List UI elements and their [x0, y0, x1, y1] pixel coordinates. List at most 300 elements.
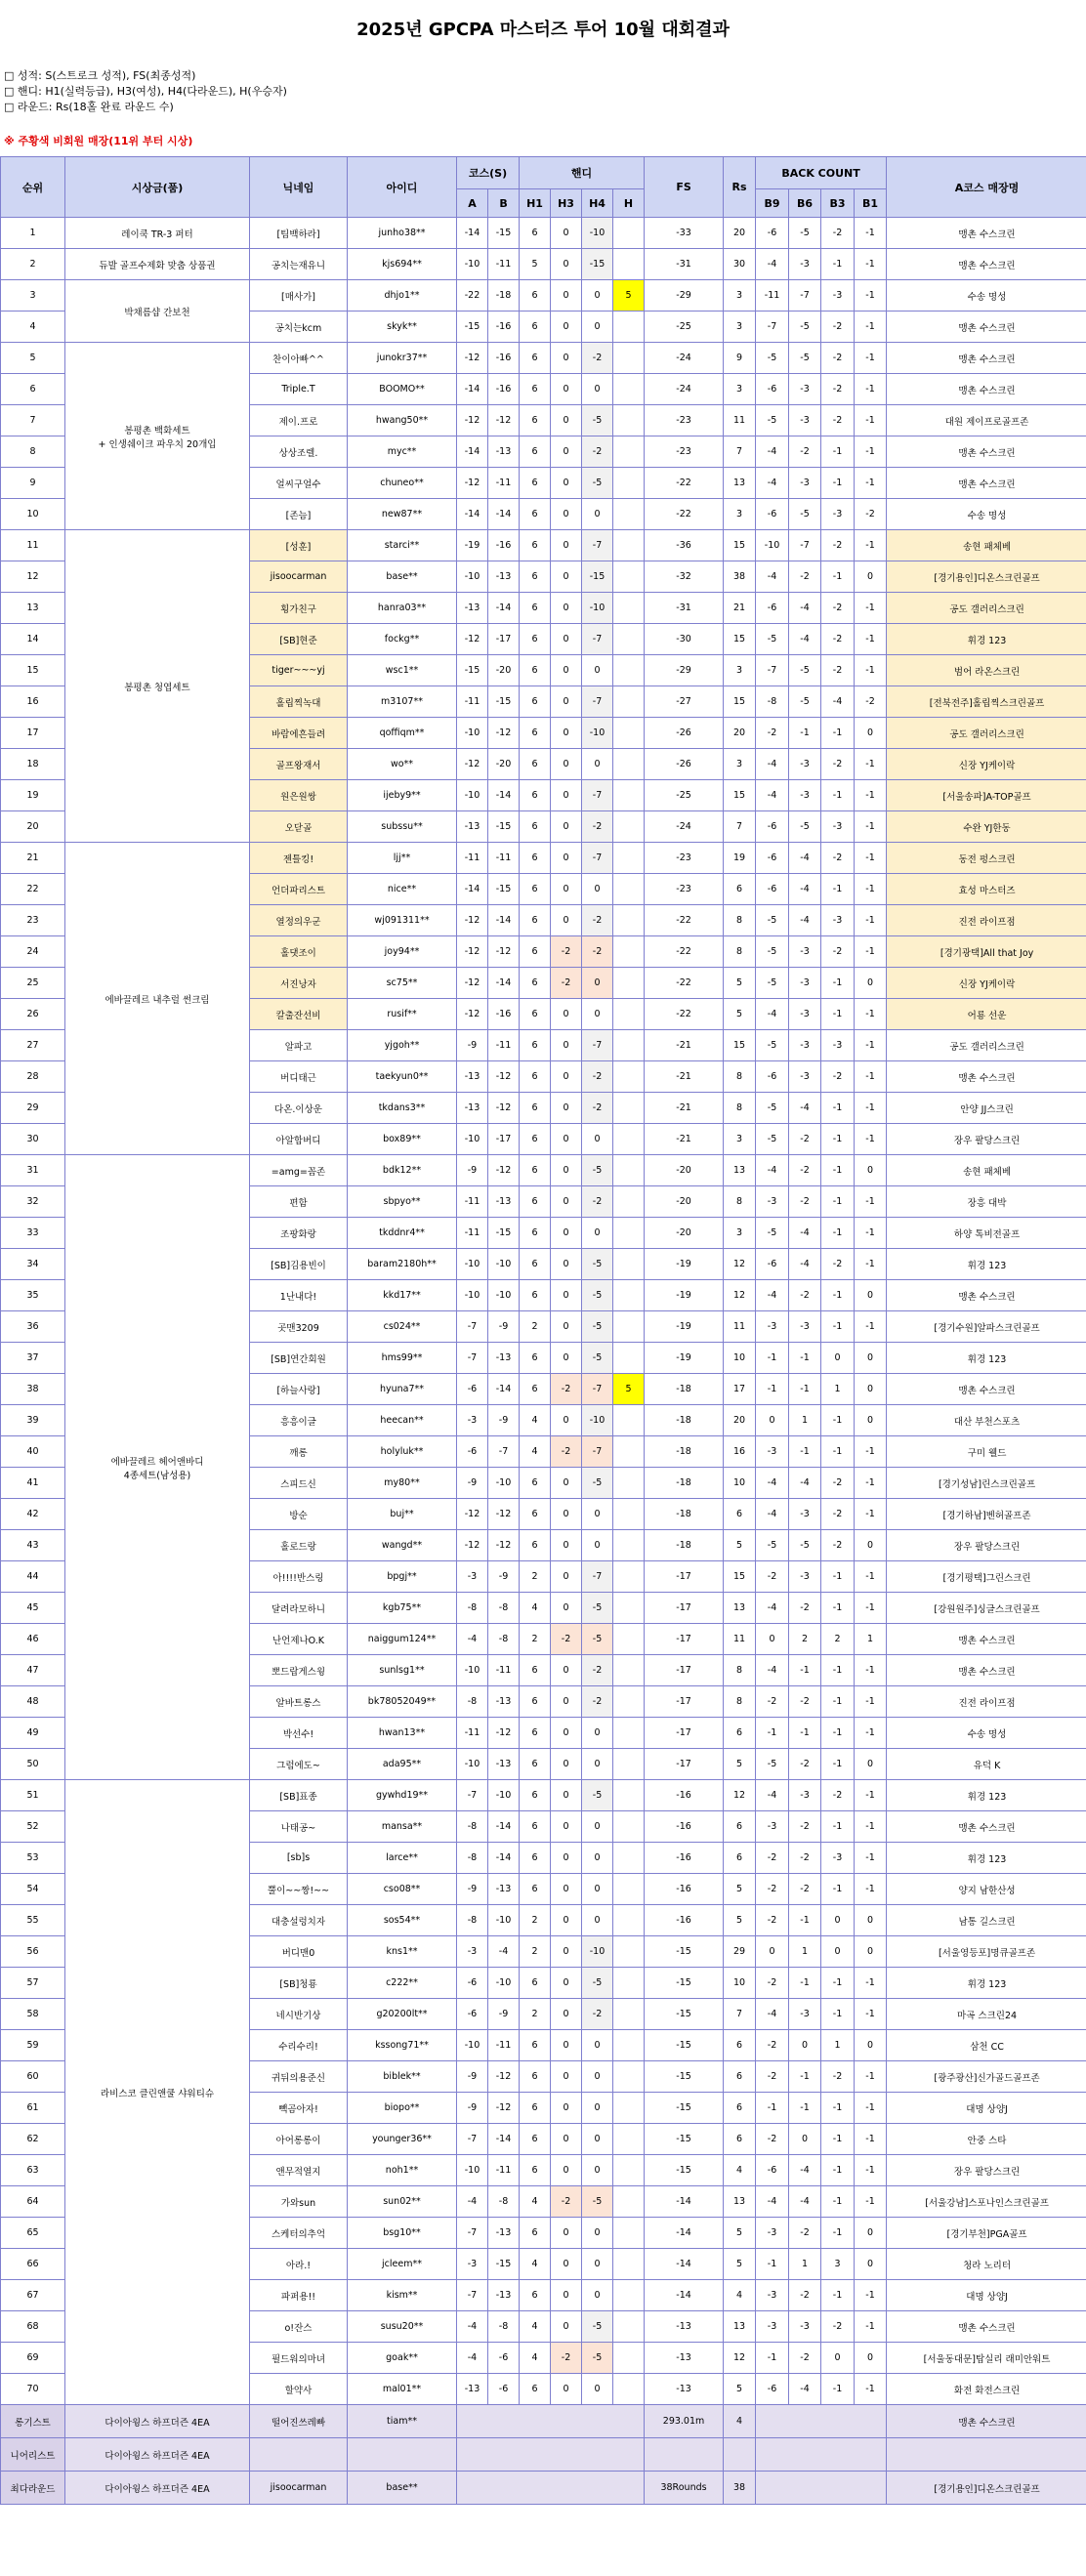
nick-cell: 필드워의마녀 [250, 2343, 348, 2374]
b6-cell: -5 [789, 312, 821, 343]
b-cell: -8 [488, 1593, 520, 1624]
fs-cell: -24 [645, 343, 724, 374]
b3-cell: -2 [821, 2061, 855, 2093]
h4-cell: -5 [582, 468, 613, 499]
h4-cell: 0 [582, 749, 613, 780]
b-cell: -11 [488, 1030, 520, 1061]
b3-cell: -1 [821, 2186, 855, 2218]
b-cell: -12 [488, 936, 520, 968]
h3-cell: 0 [551, 530, 582, 561]
h1-cell: 6 [520, 1655, 551, 1686]
fs-cell: -13 [645, 2343, 724, 2374]
col-h4: H4 [582, 189, 613, 218]
rs-cell: 12 [724, 1280, 756, 1311]
rs-cell: 13 [724, 1155, 756, 1186]
b6-cell: -3 [789, 1030, 821, 1061]
b-cell: -12 [488, 1155, 520, 1186]
b-cell: -10 [488, 1468, 520, 1499]
h4-cell: -2 [582, 1655, 613, 1686]
h-cell [613, 999, 645, 1030]
a-cell: -14 [457, 499, 488, 530]
b6-cell: -2 [789, 1749, 821, 1780]
a-cell: -9 [457, 1030, 488, 1061]
rank-cell: 34 [1, 1249, 65, 1280]
b6-cell: -4 [789, 1468, 821, 1499]
h3-cell: 0 [551, 2218, 582, 2249]
b9-cell: -4 [756, 1499, 789, 1530]
h-cell [613, 343, 645, 374]
h-cell [613, 1874, 645, 1905]
b3-cell: 0 [821, 1905, 855, 1936]
b6-cell: -4 [789, 593, 821, 624]
h3-cell: 0 [551, 1874, 582, 1905]
b1-cell: -1 [855, 874, 887, 905]
fs-cell: -23 [645, 843, 724, 874]
h4-cell: -2 [582, 1186, 613, 1218]
fs-cell: -22 [645, 499, 724, 530]
b6-cell: -3 [789, 468, 821, 499]
store-cell: 화전 화전스크린 [887, 2374, 1086, 2405]
store-cell: 장우 팔당스크린 [887, 2155, 1086, 2186]
a-cell: -14 [457, 218, 488, 249]
store-cell: 안중 스타 [887, 2124, 1086, 2155]
h3-cell: 0 [551, 561, 582, 593]
store-cell: 맹촌 수스크린 [887, 374, 1086, 405]
h4-cell: -7 [582, 1436, 613, 1468]
fs-cell: -15 [645, 1999, 724, 2030]
b3-cell: -3 [821, 905, 855, 936]
rank-cell: 2 [1, 249, 65, 280]
table-row [1, 343, 1086, 374]
rs-cell: 16 [724, 1436, 756, 1468]
nick-cell: 바람에흔들려 [250, 718, 348, 749]
b9-cell: -2 [756, 2061, 789, 2093]
b6-cell: -4 [789, 843, 821, 874]
b1-cell: 0 [855, 1530, 887, 1561]
rs-cell: 30 [724, 249, 756, 280]
rank-cell: 58 [1, 1999, 65, 2030]
h3-cell: 0 [551, 811, 582, 843]
a-cell: -10 [457, 2030, 488, 2061]
results-body [1, 218, 1086, 2505]
b1-cell: -1 [855, 1780, 887, 1811]
rs-cell: 13 [724, 468, 756, 499]
h3-cell: 0 [551, 1186, 582, 1218]
id-cell: gywhd19** [348, 1780, 457, 1811]
id-cell: ljj** [348, 843, 457, 874]
a-cell: -4 [457, 2311, 488, 2343]
b3-cell: -1 [821, 249, 855, 280]
fs-cell: -22 [645, 905, 724, 936]
b6-cell: -5 [789, 499, 821, 530]
nick-cell: 방순 [250, 1499, 348, 1530]
b-cell: -13 [488, 1343, 520, 1374]
b6-cell: -3 [789, 405, 821, 436]
award-prize: 다이아윙스 하프더즌 4EA [65, 2405, 250, 2438]
b3-cell: -1 [821, 1874, 855, 1905]
id-cell: hms99** [348, 1343, 457, 1374]
a-cell: -3 [457, 2249, 488, 2280]
h-cell [613, 1718, 645, 1749]
fs-cell: -21 [645, 1061, 724, 1093]
store-cell: 동전 펑스크린 [887, 843, 1086, 874]
h-cell [613, 655, 645, 686]
a-cell: -12 [457, 343, 488, 374]
b1-cell: -1 [855, 1968, 887, 1999]
rs-cell: 17 [724, 1374, 756, 1405]
b1-cell: -1 [855, 2155, 887, 2186]
rs-cell: 11 [724, 1311, 756, 1343]
b1-cell: -1 [855, 655, 887, 686]
rs-cell: 3 [724, 1124, 756, 1155]
h1-cell: 6 [520, 1093, 551, 1124]
id-cell: base** [348, 561, 457, 593]
id-cell: mansa** [348, 1811, 457, 1843]
h3-cell: 0 [551, 1061, 582, 1093]
nick-cell: 버디태근 [250, 1061, 348, 1093]
h4-cell: -2 [582, 936, 613, 968]
b-cell: -4 [488, 1936, 520, 1968]
a-cell: -8 [457, 1593, 488, 1624]
nick-cell: 상상조렐. [250, 436, 348, 468]
h-cell [613, 2061, 645, 2093]
b6-cell: -4 [789, 1249, 821, 1280]
h4-cell: 0 [582, 1749, 613, 1780]
b9-cell: -6 [756, 843, 789, 874]
b1-cell: -1 [855, 1249, 887, 1280]
nick-cell: 가와sun [250, 2186, 348, 2218]
b1-cell: 0 [855, 1280, 887, 1311]
b-cell: -15 [488, 2249, 520, 2280]
id-cell: sunlsg1** [348, 1655, 457, 1686]
fs-cell: -23 [645, 436, 724, 468]
h4-cell: -7 [582, 624, 613, 655]
b1-cell: -2 [855, 686, 887, 718]
h-cell [613, 2374, 645, 2405]
nick-cell: 언더파리스트 [250, 874, 348, 905]
b-cell: -13 [488, 1186, 520, 1218]
a-cell: -19 [457, 530, 488, 561]
rs-cell: 29 [724, 1936, 756, 1968]
col-rs: Rs [724, 157, 756, 218]
b1-cell: -1 [855, 343, 887, 374]
nick-cell: [SB]청룡 [250, 1968, 348, 1999]
b3-cell: -2 [821, 1249, 855, 1280]
id-cell: wangd** [348, 1530, 457, 1561]
b1-cell: -1 [855, 811, 887, 843]
h4-cell: -7 [582, 686, 613, 718]
b1-cell: 0 [855, 561, 887, 593]
id-cell: qoffiqm** [348, 718, 457, 749]
store-cell: 구미 웰드 [887, 1436, 1086, 1468]
b6-cell: -3 [789, 968, 821, 999]
rs-cell: 6 [724, 1811, 756, 1843]
id-cell: hanra03** [348, 593, 457, 624]
h4-cell: 0 [582, 374, 613, 405]
h1-cell: 6 [520, 1968, 551, 1999]
nick-cell: 스케터의추억 [250, 2218, 348, 2249]
b9-cell: -6 [756, 2155, 789, 2186]
h3-cell: -2 [551, 1374, 582, 1405]
rank-cell: 38 [1, 1374, 65, 1405]
b6-cell: -3 [789, 1780, 821, 1811]
h4-cell: 0 [582, 1843, 613, 1874]
h1-cell: 6 [520, 436, 551, 468]
a-cell: -13 [457, 811, 488, 843]
h4-cell: -5 [582, 1249, 613, 1280]
b-cell: -14 [488, 968, 520, 999]
fs-cell: -23 [645, 405, 724, 436]
store-cell: 대명 상양J [887, 2093, 1086, 2124]
id-cell: junho38** [348, 218, 457, 249]
rs-cell: 3 [724, 374, 756, 405]
b1-cell: -2 [855, 499, 887, 530]
b6-cell: -4 [789, 874, 821, 905]
rank-cell: 39 [1, 1405, 65, 1436]
nick-cell: 알바트롱스 [250, 1686, 348, 1718]
a-cell: -8 [457, 1905, 488, 1936]
nick-cell: 귀뒤의용준신 [250, 2061, 348, 2093]
nick-cell: 곳맨3209 [250, 1311, 348, 1343]
fs-cell: -22 [645, 999, 724, 1030]
b9-cell: -11 [756, 280, 789, 312]
fs-cell: -31 [645, 249, 724, 280]
rs-cell: 15 [724, 530, 756, 561]
fs-cell: -24 [645, 811, 724, 843]
store-cell: [서울송파]A-TOP골프 [887, 780, 1086, 811]
b3-cell: -2 [821, 312, 855, 343]
b6-cell: -3 [789, 936, 821, 968]
h-cell [613, 1124, 645, 1155]
h1-cell: 2 [520, 1905, 551, 1936]
h4-cell: 0 [582, 1874, 613, 1905]
fs-cell: -15 [645, 2124, 724, 2155]
rs-cell: 20 [724, 218, 756, 249]
b9-cell: -2 [756, 2124, 789, 2155]
b1-cell: -1 [855, 2280, 887, 2311]
rank-cell: 57 [1, 1968, 65, 1999]
id-cell: ada95** [348, 1749, 457, 1780]
rs-cell: 4 [724, 2280, 756, 2311]
rank-cell: 62 [1, 2124, 65, 2155]
b-cell: -13 [488, 1749, 520, 1780]
b-cell: -12 [488, 405, 520, 436]
b9-cell: -5 [756, 1030, 789, 1061]
b6-cell: -2 [789, 2343, 821, 2374]
b1-cell: -1 [855, 1468, 887, 1499]
h4-cell: 0 [582, 312, 613, 343]
fs-cell: -18 [645, 1436, 724, 1468]
h4-cell: -5 [582, 2343, 613, 2374]
b-cell: -12 [488, 718, 520, 749]
h-cell [613, 1155, 645, 1186]
h4-cell: 0 [582, 2249, 613, 2280]
fs-cell: -22 [645, 468, 724, 499]
b3-cell: -1 [821, 2093, 855, 2124]
rank-cell: 65 [1, 2218, 65, 2249]
b3-cell: -1 [821, 1311, 855, 1343]
nick-cell: 젠틀킹! [250, 843, 348, 874]
h1-cell: 6 [520, 655, 551, 686]
b1-cell: -1 [855, 218, 887, 249]
b3-cell: -1 [821, 2218, 855, 2249]
h4-cell: 0 [582, 999, 613, 1030]
b3-cell: -1 [821, 1999, 855, 2030]
col-nick: 닉네임 [250, 157, 348, 218]
rank-cell: 22 [1, 874, 65, 905]
rs-cell: 15 [724, 1030, 756, 1061]
rank-cell: 14 [1, 624, 65, 655]
b1-cell: 0 [855, 2218, 887, 2249]
h3-cell: 0 [551, 1780, 582, 1811]
b-cell: -20 [488, 749, 520, 780]
store-cell: 대원 제이프로골프존 [887, 405, 1086, 436]
id-cell: joy94** [348, 936, 457, 968]
h1-cell: 6 [520, 218, 551, 249]
h1-cell: 4 [520, 2343, 551, 2374]
b6-cell: 0 [789, 2030, 821, 2061]
b3-cell: -1 [821, 780, 855, 811]
a-cell: -13 [457, 593, 488, 624]
award-rs [724, 2438, 756, 2472]
b1-cell: -1 [855, 1811, 887, 1843]
fs-cell: -33 [645, 218, 724, 249]
nick-cell: 오닫골 [250, 811, 348, 843]
b1-cell: -1 [855, 436, 887, 468]
b3-cell: -1 [821, 1561, 855, 1593]
b6-cell: -2 [789, 1811, 821, 1843]
fs-cell: -17 [645, 1749, 724, 1780]
h4-cell: -10 [582, 718, 613, 749]
store-cell: 맹촌 수스크린 [887, 1374, 1086, 1405]
a-cell: -10 [457, 1249, 488, 1280]
id-cell: mal01** [348, 2374, 457, 2405]
col-b3: B3 [821, 189, 855, 218]
rank-cell: 11 [1, 530, 65, 561]
a-cell: -15 [457, 655, 488, 686]
fs-cell: -18 [645, 1499, 724, 1530]
id-cell: sbpyo** [348, 1186, 457, 1218]
nick-cell: 스피드신 [250, 1468, 348, 1499]
a-cell: -12 [457, 1530, 488, 1561]
nick-cell: 뿔이~~짱!~~ [250, 1874, 348, 1905]
h4-cell: -7 [582, 843, 613, 874]
h3-cell: 0 [551, 405, 582, 436]
h4-cell: -5 [582, 405, 613, 436]
b9-cell: -4 [756, 1655, 789, 1686]
store-cell: 맹촌 수스크린 [887, 1280, 1086, 1311]
h1-cell: 6 [520, 593, 551, 624]
rs-cell: 12 [724, 2343, 756, 2374]
nick-cell: [sb]s [250, 1843, 348, 1874]
b-cell: -14 [488, 2124, 520, 2155]
h3-cell: 0 [551, 468, 582, 499]
b6-cell: -3 [789, 374, 821, 405]
b9-cell: -4 [756, 2186, 789, 2218]
col-course-s: 코스(S) [457, 157, 520, 189]
b1-cell: 0 [855, 968, 887, 999]
b-cell: -8 [488, 2186, 520, 2218]
b3-cell: -2 [821, 1780, 855, 1811]
a-cell: -8 [457, 1811, 488, 1843]
rank-cell: 53 [1, 1843, 65, 1874]
a-cell: -10 [457, 1280, 488, 1311]
b9-cell: -6 [756, 2374, 789, 2405]
b1-cell: 0 [855, 2030, 887, 2061]
b-cell: -6 [488, 2343, 520, 2374]
h1-cell: 6 [520, 2218, 551, 2249]
b3-cell: -1 [821, 1280, 855, 1311]
table-row [1, 1155, 1086, 1186]
b3-cell: -1 [821, 1124, 855, 1155]
h3-cell: 0 [551, 1936, 582, 1968]
h3-cell: 0 [551, 1530, 582, 1561]
b9-cell: -6 [756, 593, 789, 624]
rs-cell: 12 [724, 1249, 756, 1280]
b6-cell: -1 [789, 1718, 821, 1749]
rs-cell: 12 [724, 1780, 756, 1811]
h4-cell: 0 [582, 1218, 613, 1249]
h-cell [613, 749, 645, 780]
b3-cell: -1 [821, 2280, 855, 2311]
store-cell: 맹촌 수스크린 [887, 312, 1086, 343]
b1-cell: 0 [855, 718, 887, 749]
id-cell: dhjo1** [348, 280, 457, 312]
b1-cell: -1 [855, 1843, 887, 1874]
h1-cell: 6 [520, 2124, 551, 2155]
rank-cell: 6 [1, 374, 65, 405]
b1-cell: -1 [855, 1124, 887, 1155]
h-cell [613, 1030, 645, 1061]
h3-cell: 0 [551, 2061, 582, 2093]
h3-cell: 0 [551, 436, 582, 468]
h-cell [613, 624, 645, 655]
fs-cell: -27 [645, 686, 724, 718]
b-cell: -13 [488, 1686, 520, 1718]
b3-cell: -1 [821, 2155, 855, 2186]
id-cell: ijeby9** [348, 780, 457, 811]
fs-cell: -24 [645, 374, 724, 405]
footer-row [1, 2405, 1086, 2438]
table-row [1, 249, 1086, 280]
id-cell: cs024** [348, 1311, 457, 1343]
h1-cell: 6 [520, 2093, 551, 2124]
b9-cell: -6 [756, 1061, 789, 1093]
b6-cell: -3 [789, 1499, 821, 1530]
col-b6: B6 [789, 189, 821, 218]
h1-cell: 6 [520, 1530, 551, 1561]
rs-cell: 7 [724, 436, 756, 468]
rank-cell: 29 [1, 1093, 65, 1124]
b9-cell: 0 [756, 1624, 789, 1655]
id-cell: kns1** [348, 1936, 457, 1968]
rs-cell: 5 [724, 968, 756, 999]
rs-cell: 5 [724, 999, 756, 1030]
nick-cell: 앤무적열지 [250, 2155, 348, 2186]
id-cell: kjs694** [348, 249, 457, 280]
b6-cell: -3 [789, 749, 821, 780]
h3-cell: 0 [551, 1749, 582, 1780]
rank-cell: 23 [1, 905, 65, 936]
b1-cell: -1 [855, 936, 887, 968]
rank-cell: 69 [1, 2343, 65, 2374]
nick-cell: 네시반기상 [250, 1999, 348, 2030]
store-cell: [경기광택]All that Joy [887, 936, 1086, 968]
fs-cell: -13 [645, 2374, 724, 2405]
fs-cell: -26 [645, 749, 724, 780]
fs-cell: -17 [645, 1686, 724, 1718]
h3-cell: 0 [551, 874, 582, 905]
